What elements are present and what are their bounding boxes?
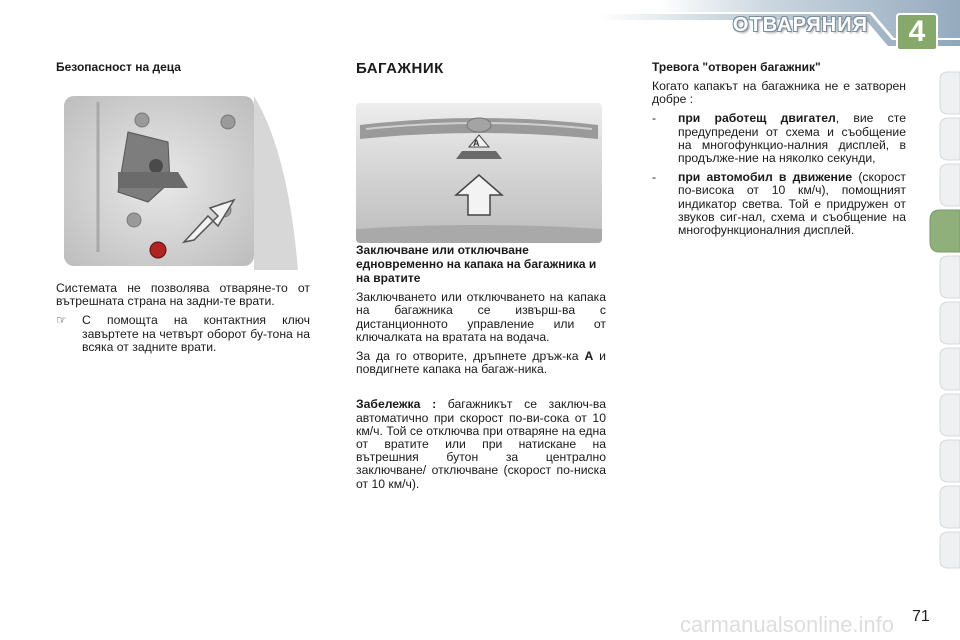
handle-letter: A xyxy=(584,349,594,364)
watermark: carmanualsonline.info xyxy=(680,612,895,637)
trunk-handle-photo xyxy=(356,103,602,243)
dash-marker: - xyxy=(652,111,657,126)
chapter-number: 4 xyxy=(908,15,926,48)
alarm-item-vehicle-moving xyxy=(652,171,906,237)
alarm-item-engine-running xyxy=(652,112,906,165)
trunk-alarm-intro: Когато капакът на багажника не е затворен добре : xyxy=(652,79,906,107)
child-safety-heading: Безопасност на деца xyxy=(56,60,181,74)
note-paragraph xyxy=(356,398,606,490)
opening-text-1: За да го отворите, дръпнете дръж-ка xyxy=(356,349,585,364)
middle-column xyxy=(356,60,606,491)
alarm-item-description: , вие сте предупредени от схема и съобщение на многофункцио-налния дисплей, в продължe-ние на няколко секунди, xyxy=(678,111,906,166)
instruction-text: С помощта на контактния ключ завъртете на четвърт оборот бу-тона на всяка от задните врати. xyxy=(82,313,310,354)
child-safety-paragraph: Системата не позволява отваряне-то от вътрешната страна на задни-те врати. xyxy=(56,281,310,309)
locking-paragraph: Заключването или отключването на капака на багажника се извърш-ва с дистанционното управление или от ключалката на вратата на водача. xyxy=(356,290,606,344)
page-title: ОТВАРЯНИЯ xyxy=(732,14,868,36)
opening-text-2: и повдигнете капака на багаж-ника. xyxy=(356,349,606,377)
child-safety-instruction xyxy=(56,314,310,354)
page-number: 71 xyxy=(912,608,930,625)
alarm-item-text xyxy=(678,171,906,237)
opening-paragraph xyxy=(356,350,606,376)
child-lock-illustration xyxy=(58,92,306,270)
dash-marker: - xyxy=(652,170,657,185)
handle-label-a: A xyxy=(473,138,480,149)
alarm-item-description: (скорост по-висока от 10 км/ч), помощният индикатор светва. Той е придружен от звуков сиг-нал, схема и съобщение на многофункционалния дисплей. xyxy=(678,170,906,238)
trunk-alarm-heading: Тревога "отворен багажник" xyxy=(652,60,821,74)
chapter-tabs xyxy=(928,70,960,570)
trunk-heading: БАГАЖНИК xyxy=(356,60,444,77)
alarm-item-condition: при работещ двигател xyxy=(678,111,836,126)
child-lock-photo xyxy=(58,92,306,270)
note-label: Забележка : xyxy=(356,397,437,412)
note-text: багажникът се заключ-ва автоматично при скорост по-ви-сока от 10 км/ч. Той се отключва при отваряне на една от вратите или при натискане на вътрешния бутон за централно заключване/ отключване (скорост по-ниска от 10 км/ч). xyxy=(356,397,606,491)
alarm-item-condition: при автомобил в движение xyxy=(678,170,853,185)
alarm-item-text xyxy=(678,112,906,165)
trunk-handle-illustration xyxy=(356,103,602,243)
right-column xyxy=(652,60,906,237)
pointing-hand-icon: ☞ xyxy=(56,313,67,328)
locking-subheading: Заключване или отключване едновременно на капака на багажника и на вратите xyxy=(356,243,597,286)
left-column xyxy=(56,60,310,354)
